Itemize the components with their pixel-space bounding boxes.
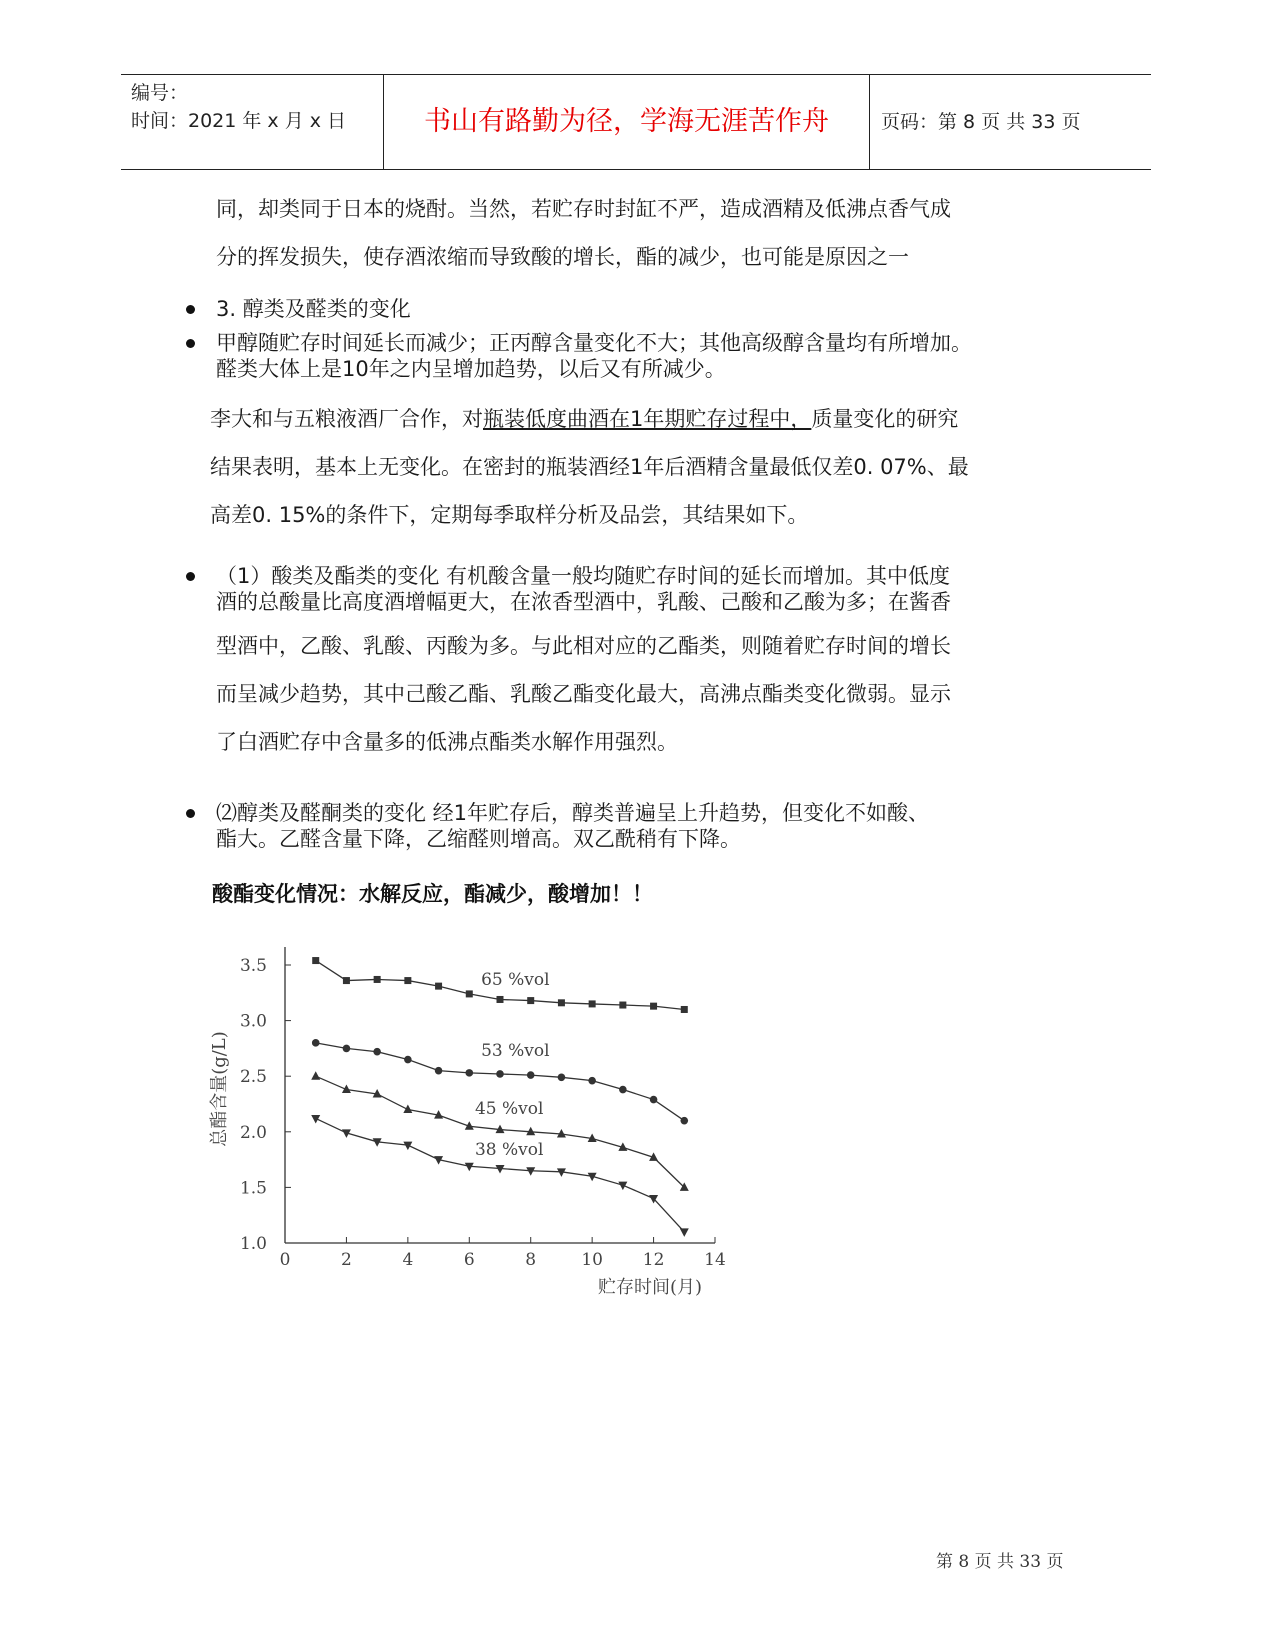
document-number-label: 编号： <box>131 82 189 104</box>
text-line: 李大和与五粮液酒厂合作，对瓶装低度曲酒在1年期贮存过程中，质量变化的研究 <box>210 407 959 431</box>
y-tick-label: 3.0 <box>239 1011 267 1032</box>
data-point <box>496 1070 504 1078</box>
page-header <box>121 74 1151 170</box>
ester-chart-svg <box>205 945 765 1345</box>
data-point <box>588 1077 596 1085</box>
data-point <box>312 1039 320 1047</box>
series-label: 53 %vol <box>481 1041 550 1062</box>
ester-content-chart <box>205 945 765 1349</box>
data-point <box>311 1071 320 1080</box>
bullet-dot-icon <box>186 809 195 818</box>
y-tick-label: 2.0 <box>239 1122 267 1143</box>
text-line: 型酒中，乙酸、乳酸、丙酸为多。与此相对应的乙酯类，则随着贮存时间的增长 <box>216 634 951 658</box>
x-tick-label: 14 <box>704 1250 726 1270</box>
y-tick-label: 2.5 <box>239 1067 267 1088</box>
paragraph-intro <box>216 185 1096 281</box>
paragraph-study <box>210 395 1090 539</box>
x-tick-label: 6 <box>463 1250 475 1270</box>
data-point <box>403 1142 412 1151</box>
data-point <box>466 990 473 997</box>
data-point <box>681 1006 688 1013</box>
data-point <box>404 977 411 984</box>
page-footer: 第 8 页 共 33 页 <box>936 1552 1064 1572</box>
text-line: 同，却类同于日本的烧酎。当然，若贮存时封缸不严，造成酒精及低沸点香气成 <box>216 197 951 221</box>
x-tick-label: 10 <box>581 1250 603 1270</box>
text-line: （1）酸类及酯类的变化 有机酸含量一般均随贮存时间的延长而增加。其中低度 <box>216 564 951 588</box>
bullet-dot-icon <box>186 572 195 581</box>
data-point <box>312 957 319 964</box>
header-motto: 书山有路勤为径，学海无涯苦作舟 <box>424 106 829 137</box>
text-line: 分的挥发损失，使存酒浓缩而导致酸的增长，酯的减少，也可能是原因之一 <box>216 245 909 269</box>
data-point <box>343 1045 351 1053</box>
header-meta <box>131 79 346 135</box>
series-line <box>316 1118 685 1231</box>
underlined-text: 瓶装低度曲酒在1年期贮存过程中， <box>483 407 812 431</box>
text-line: 醛类大体上是10年之内呈增加趋势，以后又有所减少。 <box>216 357 726 381</box>
data-point <box>527 997 534 1004</box>
data-point <box>435 983 442 990</box>
summary-bold-line: 酸酯变化情况：水解反应，酯减少，酸增加！！ <box>212 882 653 906</box>
data-point <box>558 1074 566 1082</box>
data-point <box>311 1115 320 1124</box>
text-line: 了白酒贮存中含量多的低沸点酯类水解作用强烈。 <box>216 730 678 754</box>
data-point <box>343 977 350 984</box>
data-point <box>403 1105 412 1114</box>
header-divider <box>869 75 870 169</box>
data-point <box>497 996 504 1003</box>
y-tick-label: 3.5 <box>239 956 267 976</box>
x-tick-label: 12 <box>642 1250 665 1270</box>
data-point <box>680 1117 688 1125</box>
x-axis-label: 贮存时间(月) <box>597 1277 703 1298</box>
x-tick-label: 0 <box>279 1250 291 1270</box>
data-point <box>527 1071 535 1079</box>
y-tick-label: 1.5 <box>239 1178 267 1199</box>
x-tick-label: 4 <box>402 1250 414 1270</box>
document-time-label: 时间：2021 年 x 月 x 日 <box>131 110 347 132</box>
data-point <box>619 1086 627 1094</box>
y-tick-label: 1.0 <box>239 1234 267 1254</box>
series-label: 38 %vol <box>474 1140 544 1161</box>
data-point <box>404 1056 412 1064</box>
data-point <box>650 1096 658 1104</box>
data-point <box>680 1228 689 1237</box>
bullet-dot-icon <box>186 339 195 348</box>
data-point <box>374 976 381 983</box>
series-label: 45 %vol <box>474 1099 544 1120</box>
x-tick-label: 8 <box>525 1250 537 1270</box>
y-axis-label: 总酯含量(g/L) <box>209 1031 230 1147</box>
text-line: 高差0. 15%的条件下，定期每季取样分析及品尝，其结果如下。 <box>210 503 809 527</box>
x-tick-label: 2 <box>341 1250 352 1270</box>
data-point <box>558 999 565 1006</box>
data-point <box>435 1067 443 1075</box>
text-line: 结果表明，基本上无变化。在密封的瓶装酒经1年后酒精含量最低仅差0. 07%、最 <box>210 455 969 479</box>
series-label: 65 %vol <box>481 970 550 991</box>
bullet-text: 3. 醇类及醛类的变化 <box>216 297 411 321</box>
data-point <box>373 1048 381 1056</box>
bullet-dot-icon <box>186 305 195 314</box>
text-line: 酯大。乙醛含量下降，乙缩醛则增高。双乙酰稍有下降。 <box>216 827 741 851</box>
text-line: 甲醇随贮存时间延长而减少；正丙醇含量变化不大；其他高级醇含量均有所增加。 <box>216 331 972 355</box>
data-point <box>650 1003 657 1010</box>
header-page-label: 页码：第 8 页 共 33 页 <box>881 111 1081 133</box>
paragraph-continuation <box>216 622 1096 766</box>
data-point <box>589 1000 596 1007</box>
text-line: 而呈减少趋势，其中己酸乙酯、乳酸乙酯变化最大，高沸点酯类变化微弱。显示 <box>216 682 951 706</box>
text-line: ⑵醇类及醛酮类的变化 经1年贮存后，醇类普遍呈上升趋势，但变化不如酸、 <box>216 801 930 825</box>
text-line: 酒的总酸量比高度酒增幅更大，在浓香型酒中，乳酸、己酸和乙酸为多；在酱香 <box>216 590 951 614</box>
data-point <box>619 1002 626 1009</box>
data-point <box>465 1069 473 1077</box>
